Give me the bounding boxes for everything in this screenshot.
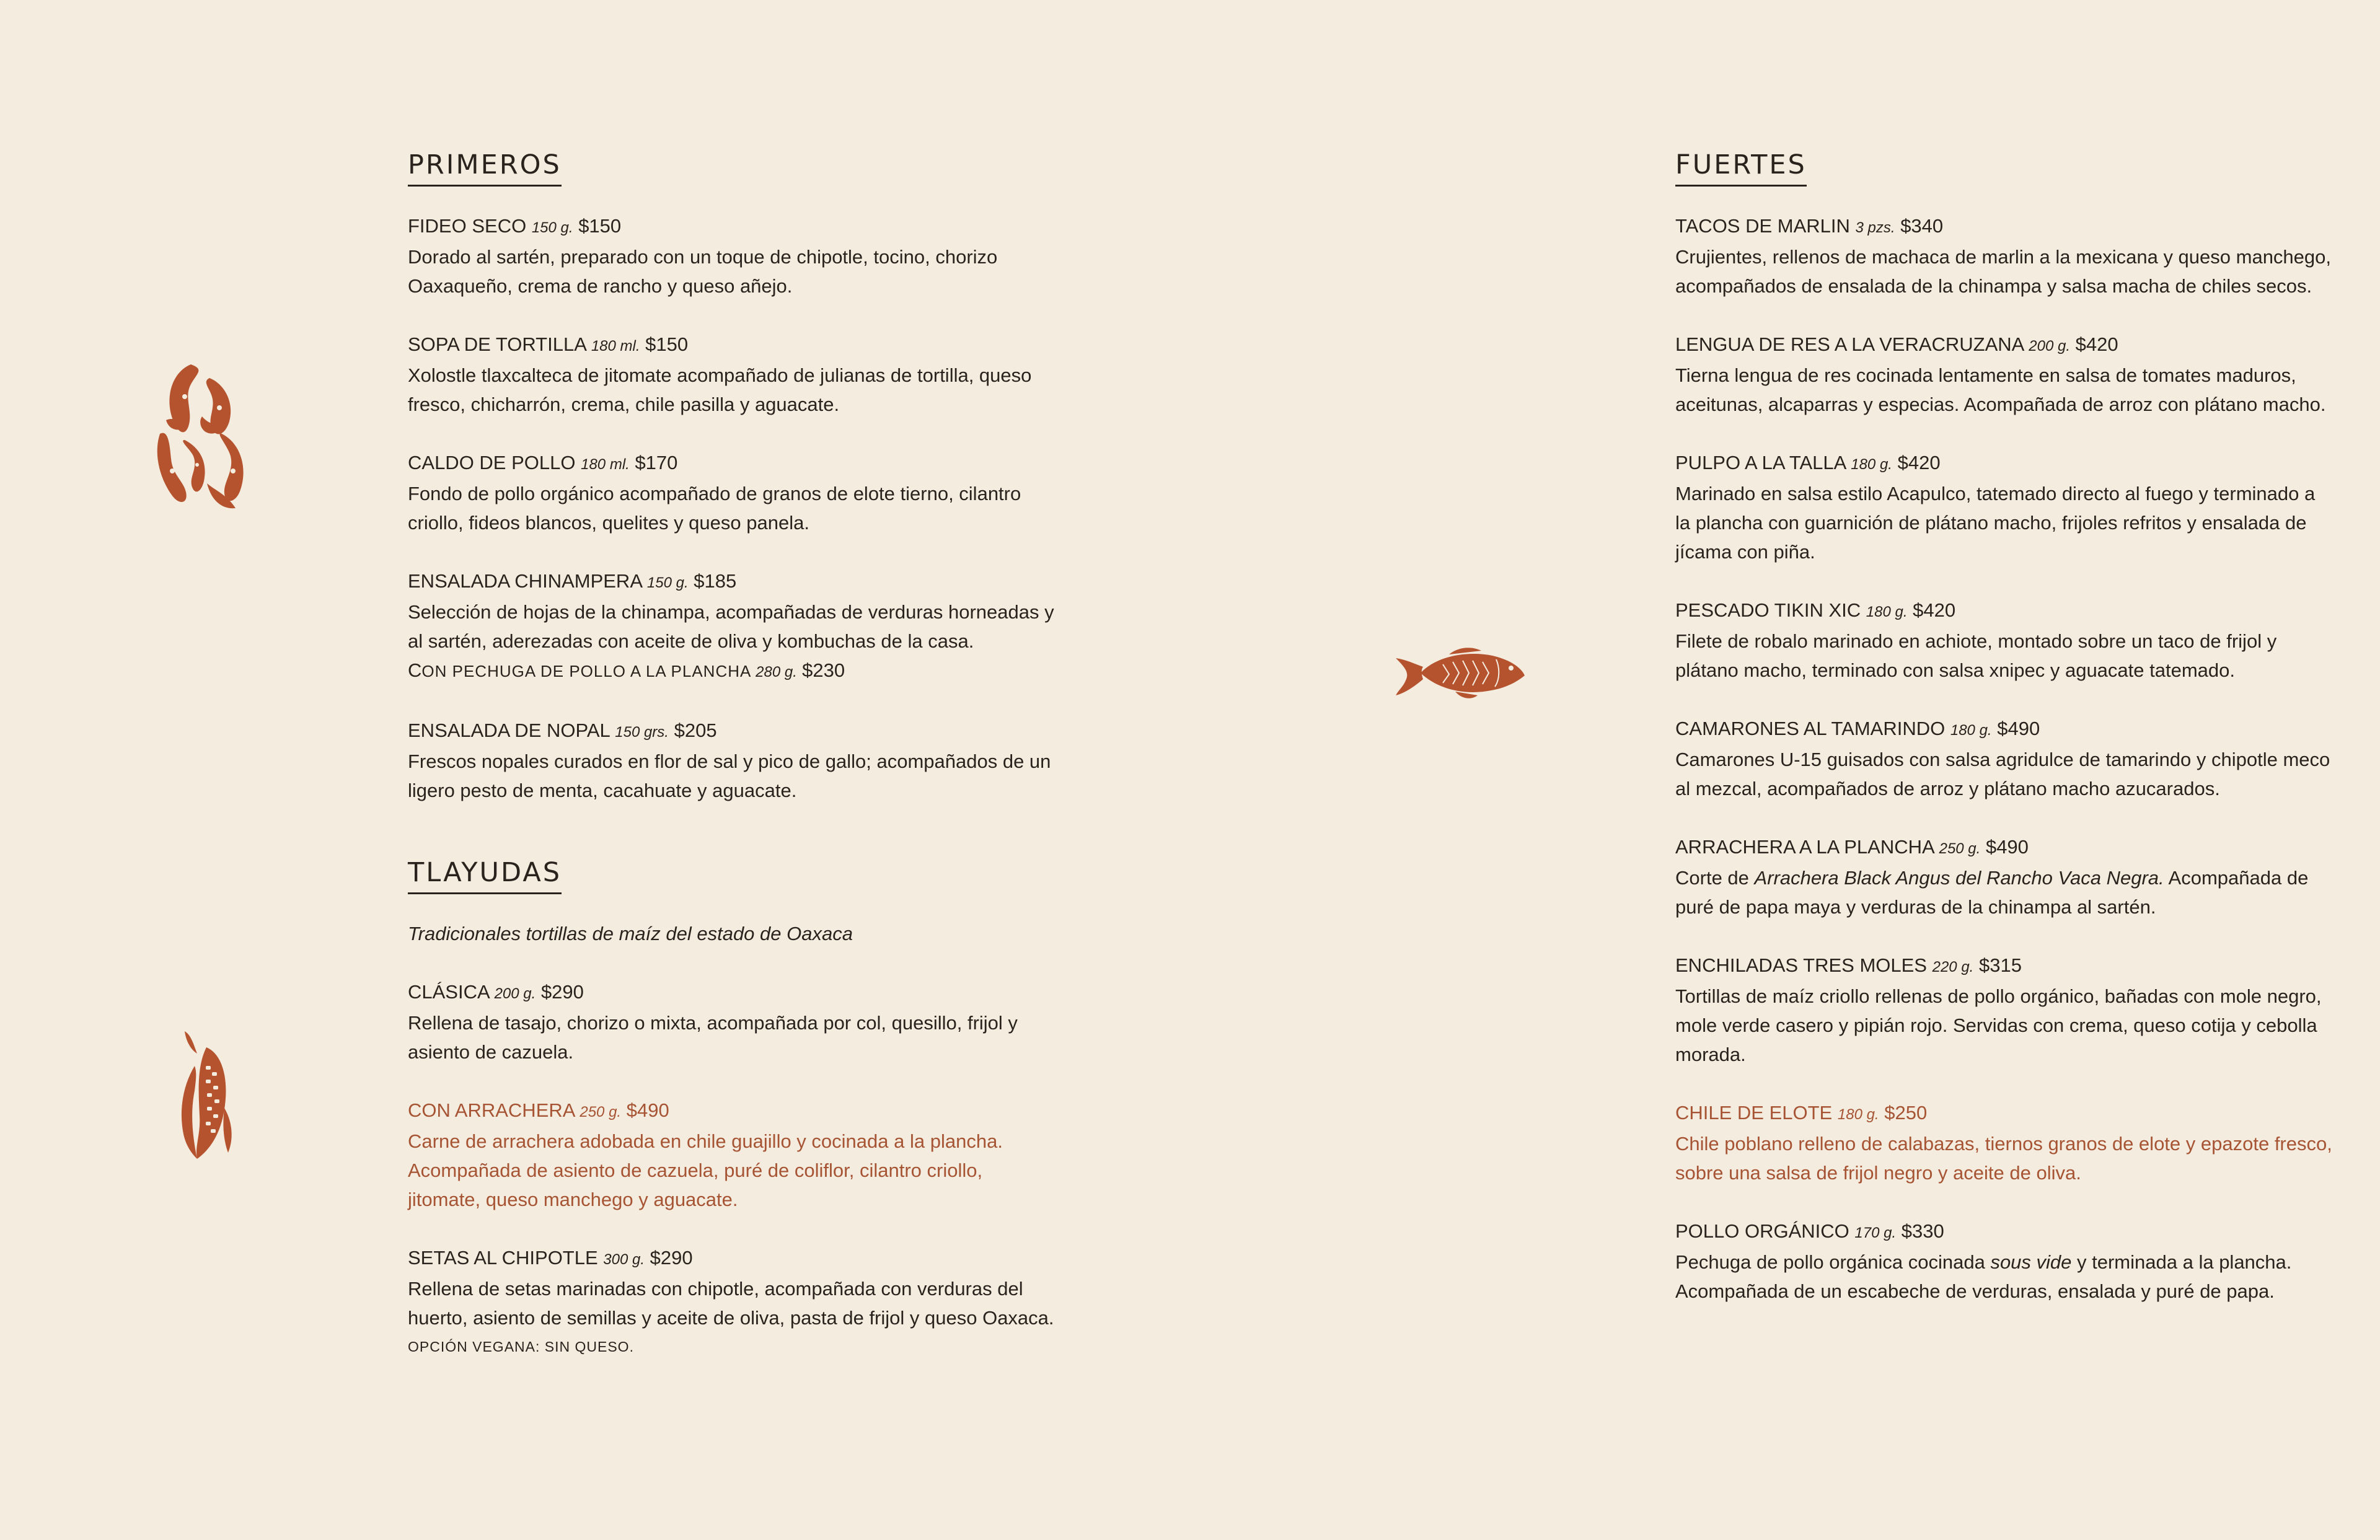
item-price: $340 (1900, 215, 1944, 237)
italic-text: sous vide (1990, 1251, 2072, 1273)
menu-item (1675, 596, 2332, 685)
item-price: $420 (1897, 452, 1941, 473)
item-measure: 170 g. (1854, 1225, 1897, 1241)
item-name: TACOS DE MARLIN (1675, 215, 1850, 237)
item-measure: 250 g. (580, 1104, 622, 1120)
item-price: $490 (626, 1099, 669, 1121)
section-intro: Tradicionales tortillas de maíz del estado de Oaxaca (408, 923, 853, 944)
item-description: Fondo de pollo orgánico acompañado de granos de elote tierno, cilantro criollo, fideos blancos, quelites y queso panela. (408, 483, 1021, 534)
item-description: Rellena de setas marinadas con chipotle, acompañada con verduras del huerto, asiento de semillas y aceite de oliva, pasta de frijol y queso Oaxaca. (408, 1278, 1054, 1329)
addon-measure: 280 g. (756, 664, 797, 680)
item-description: Filete de robalo marinado en achiote, montado sobre un taco de frijol y plátano macho, terminado con salsa xnipec y aguacate tatemado. (1675, 630, 2277, 681)
item-name: PULPO A LA TALLA (1675, 452, 1846, 473)
item-name: SOPA DE TORTILLA (408, 333, 586, 355)
item-description: Chile poblano relleno de calabazas, tiernos granos de elote y epazote fresco, sobre una salsa de frijol negro y aceite de oliva. (1675, 1133, 2332, 1184)
item-description: Pechuga de pollo orgánica cocinada sous vide y terminada a la plancha. Acompañada de un escabeche de verduras, ensalada y puré de papa. (1675, 1251, 2292, 1302)
item-description: Marinado en salsa estilo Acapulco, tatemado directo al fuego y terminado a la plancha con guarnición de plátano macho, frijoles refritos y ensalada de jícama con piña. (1675, 483, 2316, 563)
item-measure: 180 ml. (591, 338, 640, 354)
item-measure: 180 g. (1866, 604, 1908, 620)
menu-item (408, 330, 1059, 419)
menu-item-highlighted (408, 1096, 1059, 1214)
menu-item (1675, 951, 2332, 1069)
item-measure: 250 g. (1939, 840, 1981, 857)
item-description: Frescos nopales curados en flor de sal y pico de gallo; acompañados de un ligero pesto de menta, cacahuate y aguacate. (408, 750, 1051, 801)
item-name: SETAS AL CHIPOTLE (408, 1247, 598, 1269)
item-description: Selección de hojas de la chinampa, acompañadas de verduras horneadas y al sartén, aderezadas con aceite de oliva y kombuchas de la casa. (408, 601, 1054, 652)
squash-blossom-icon (148, 359, 253, 514)
item-name: CAMARONES AL TAMARINDO (1675, 718, 1946, 739)
section-title-tlayudas: TLAYUDAS (408, 855, 562, 894)
menu-item (408, 1243, 1059, 1362)
item-price: $205 (674, 719, 717, 741)
item-measure: 220 g. (1932, 959, 1974, 975)
corn-icon (172, 1029, 240, 1162)
item-price: $490 (1997, 718, 2040, 739)
item-measure: 150 g. (531, 219, 573, 236)
section-title-fuertes: FUERTES (1675, 147, 1807, 187)
item-price: $290 (650, 1247, 693, 1269)
item-price: $150 (578, 215, 622, 237)
item-description: Xolostle tlaxcalteca de jitomate acompañado de julianas de tortilla, queso fresco, chicharrón, crema, chile pasilla y aguacate. (408, 364, 1032, 415)
item-measure: 3 pzs. (1855, 219, 1895, 236)
italic-text: Arrachera Black Angus del Rancho Vaca Negra. (1754, 867, 2164, 889)
menu-item (408, 448, 1059, 537)
item-measure: 200 g. (494, 985, 536, 1002)
menu-item (408, 211, 1059, 301)
item-price: $150 (645, 333, 689, 355)
item-measure: 180 g. (1837, 1106, 1879, 1123)
item-name: CALDO DE POLLO (408, 452, 576, 473)
left-column (408, 147, 1059, 1391)
item-name: ENSALADA CHINAMPERA (408, 570, 642, 592)
item-name: CLÁSICA (408, 981, 489, 1003)
item-description: Tortillas de maíz criollo rellenas de pollo orgánico, bañadas con mole negro, mole verde casero y pipián rojo. Servidas con crema, queso cotija y cebolla morada. (1675, 985, 2322, 1065)
item-measure: 150 grs. (615, 724, 669, 741)
menu-item (1675, 211, 2332, 301)
item-note: OPCIÓN VEGANA: SIN QUESO. (408, 1339, 634, 1355)
menu-item-highlighted (1675, 1098, 2332, 1187)
item-price: $420 (1913, 599, 1956, 621)
item-name: ENCHILADAS TRES MOLES (1675, 954, 1927, 976)
menu-item (408, 566, 1059, 687)
item-description: Rellena de tasajo, chorizo o mixta, acompañada por col, quesillo, frijol y asiento de cazuela. (408, 1012, 1018, 1063)
item-description: Corte de Arrachera Black Angus del Rancho Vaca Negra. Acompañada de puré de papa maya y verduras de la chinampa al sartén. (1675, 867, 2309, 918)
item-price: $330 (1901, 1220, 1944, 1242)
fish-icon (1393, 646, 1527, 702)
item-name: PESCADO TIKIN XIC (1675, 599, 1861, 621)
item-price: $490 (1985, 836, 2029, 858)
menu-item (1675, 714, 2332, 803)
item-name: CHILE DE ELOTE (1675, 1102, 1833, 1124)
item-measure: 150 g. (646, 574, 689, 591)
item-addon (408, 656, 1059, 687)
menu-item (408, 716, 1059, 805)
menu-item (1675, 330, 2332, 419)
item-measure: 180 g. (1950, 722, 1992, 739)
item-description: Camarones U-15 guisados con salsa agridulce de tamarindo y chipotle meco al mezcal, acompañados de arroz y plátano macho azucarados. (1675, 749, 2330, 799)
item-price: $250 (1884, 1102, 1928, 1124)
addon-price: $230 (802, 659, 845, 681)
item-name: ARRACHERA A LA PLANCHA (1675, 836, 1934, 858)
menu-item (1675, 1217, 2332, 1306)
item-measure: 300 g. (603, 1251, 645, 1268)
item-description: Carne de arrachera adobada en chile guajillo y cocinada a la plancha. Acompañada de asiento de cazuela, puré de coliflor, cilantro criollo, jitomate, queso manchego y aguacate. (408, 1130, 1003, 1210)
item-description: Tierna lengua de res cocinada lentamente en salsa de tomates maduros, aceitunas, alcaparras y especias. Acompañada de arroz con plátano macho. (1675, 364, 2326, 415)
item-measure: 180 g. (1851, 456, 1892, 473)
item-name: POLLO ORGÁNICO (1675, 1220, 1849, 1242)
item-name: CON ARRACHERA (408, 1099, 575, 1121)
menu-item (1675, 448, 2332, 566)
item-measure: 200 g. (2029, 338, 2071, 354)
item-name: LENGUA DE RES A LA VERACRUZANA (1675, 333, 2024, 355)
addon-text: ON PECHUGA DE POLLO A LA PLANCHA (421, 662, 751, 680)
menu-item (408, 977, 1059, 1067)
section-title-primeros: PRIMEROS (408, 147, 562, 187)
item-price: $170 (635, 452, 678, 473)
item-name: FIDEO SECO (408, 215, 527, 237)
item-price: $315 (1978, 954, 2022, 976)
right-column (1675, 147, 2332, 1335)
menu-item (1675, 832, 2332, 922)
item-price: $185 (694, 570, 737, 592)
item-description: Crujientes, rellenos de machaca de marlin a la mexicana y queso manchego, acompañados de ensalada de la chinampa y salsa macha de chiles secos. (1675, 246, 2332, 297)
addon-initial: C (408, 659, 422, 681)
item-price: $290 (540, 981, 584, 1003)
item-description: Dorado al sartén, preparado con un toque de chipotle, tocino, chorizo Oaxaqueño, crema de rancho y queso añejo. (408, 246, 998, 297)
item-name: ENSALADA DE NOPAL (408, 719, 610, 741)
item-price: $420 (2075, 333, 2118, 355)
item-measure: 180 ml. (581, 456, 630, 473)
